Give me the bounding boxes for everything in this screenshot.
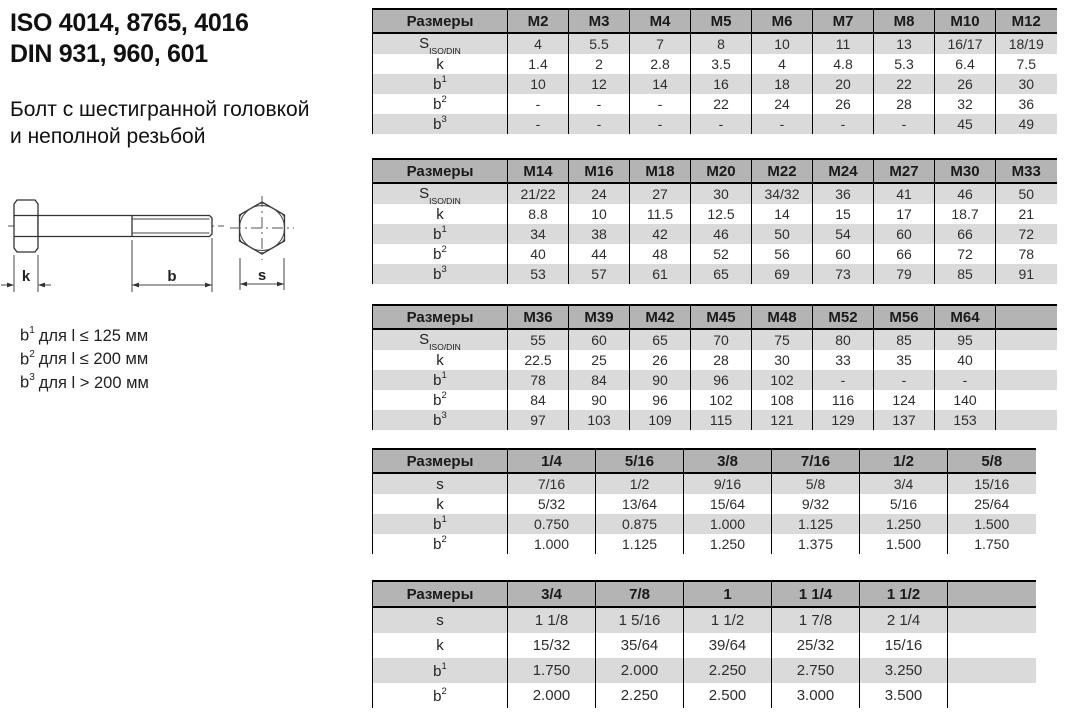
table-cell: 1.375	[772, 534, 860, 554]
column-header-m56: M56	[874, 305, 935, 329]
empty-column-header	[948, 581, 1036, 607]
table-cell: 153	[935, 410, 996, 430]
table-cell: 79	[874, 264, 935, 284]
table-cell: 44	[569, 244, 630, 264]
column-header-m48: M48	[752, 305, 813, 329]
table-cell: 2.8	[630, 54, 691, 74]
table-cell: 2.250	[684, 658, 772, 683]
table-cell: 10	[569, 204, 630, 224]
size-table-4	[372, 448, 1036, 554]
table-cell: 18.7	[935, 204, 996, 224]
empty-cell	[996, 370, 1057, 390]
table-cell: 0.875	[596, 514, 684, 534]
table-cell: 65	[630, 329, 691, 350]
table-cell: 115	[691, 410, 752, 430]
table-row	[373, 183, 1057, 204]
table-cell: 6.4	[935, 54, 996, 74]
table-cell: 73	[813, 264, 874, 284]
table-cell: 75	[752, 329, 813, 350]
row-label-b1: $b^1$	[373, 514, 508, 534]
row-label-s: $S_{ISO/DIN}$	[373, 329, 508, 350]
dimension-s	[240, 258, 284, 290]
table-row	[373, 114, 1057, 134]
table-cell: 1.000	[508, 534, 596, 554]
table-row	[373, 264, 1057, 284]
column-header-m14: M14	[508, 159, 569, 183]
table-cell: 78	[508, 370, 569, 390]
table-row	[373, 370, 1057, 390]
column-header-5-8: 5/8	[948, 449, 1036, 473]
empty-cell	[996, 390, 1057, 410]
table-cell: 7.5	[996, 54, 1057, 74]
table-cell: 35	[874, 350, 935, 370]
table-cell: 46	[691, 224, 752, 244]
table-cell: 9/16	[684, 473, 772, 494]
table-cell: -	[813, 370, 874, 390]
column-header-m27: M27	[874, 159, 935, 183]
table-cell: 25	[569, 350, 630, 370]
table-row	[373, 390, 1057, 410]
empty-cell	[948, 633, 1036, 658]
table-cell: -	[630, 94, 691, 114]
table-cell: 16/17	[935, 33, 996, 54]
table-row	[373, 410, 1057, 430]
table-row	[373, 204, 1057, 224]
table-cell: 102	[752, 370, 813, 390]
part-description	[10, 96, 309, 150]
table-row	[373, 473, 1036, 494]
table-cell: 26	[935, 74, 996, 94]
column-header-m6: M6	[752, 9, 813, 33]
table-cell: 5/8	[772, 473, 860, 494]
table-row	[373, 633, 1036, 658]
table-cell: 15	[813, 204, 874, 224]
table-row	[373, 658, 1036, 683]
table-cell: 49	[996, 114, 1057, 134]
table-row	[373, 74, 1057, 94]
bolt-hex-view	[230, 196, 294, 260]
table-cell: 42	[630, 224, 691, 244]
table-corner-header: Размеры	[373, 449, 508, 473]
column-header-m2: M2	[508, 9, 569, 33]
column-header-m42: M42	[630, 305, 691, 329]
table-cell: 1 5/16	[596, 607, 684, 633]
table-cell: 3/4	[860, 473, 948, 494]
row-label-b1: $b^1$	[373, 74, 508, 94]
standard-title	[10, 8, 249, 70]
table-cell: -	[508, 94, 569, 114]
table-cell: 1.125	[772, 514, 860, 534]
table-cell: 84	[569, 370, 630, 390]
empty-column-header	[996, 305, 1057, 329]
row-label-b2: $b^2$	[373, 534, 508, 554]
table-cell: 1 1/2	[684, 607, 772, 633]
column-header-3-8: 3/8	[684, 449, 772, 473]
row-label-k: k	[373, 633, 508, 658]
table-cell: 34	[508, 224, 569, 244]
table-cell: 36	[996, 94, 1057, 114]
bolt-head-side	[14, 200, 38, 252]
table-cell: 1.750	[508, 658, 596, 683]
note-b2: $b^2$ для l ≤ 200 мм	[20, 348, 149, 368]
row-label-b1: $b^1$	[373, 370, 508, 390]
column-header-m16: M16	[569, 159, 630, 183]
table-cell: -	[630, 114, 691, 134]
table-cell: -	[874, 370, 935, 390]
table-cell: 1.000	[684, 514, 772, 534]
table-cell: 54	[813, 224, 874, 244]
table-cell: 24	[569, 183, 630, 204]
table-cell: 91	[996, 264, 1057, 284]
table-cell: 109	[630, 410, 691, 430]
note-b3: $b^3$ для l > 200 мм	[20, 372, 149, 392]
row-label-k: k	[373, 204, 508, 224]
table-cell: 30	[691, 183, 752, 204]
table-cell: 28	[874, 94, 935, 114]
table-row	[373, 224, 1057, 244]
table-cell: 95	[935, 329, 996, 350]
table-cell: 2	[569, 54, 630, 74]
table-cell: 21/22	[508, 183, 569, 204]
column-header-1: 1	[684, 581, 772, 607]
row-label-b3: $b^3$	[373, 410, 508, 430]
table-cell: 20	[813, 74, 874, 94]
column-header-m3: M3	[569, 9, 630, 33]
empty-cell	[996, 329, 1057, 350]
column-header-m20: M20	[691, 159, 752, 183]
table-cell: 22.5	[508, 350, 569, 370]
table-cell: 27	[630, 183, 691, 204]
table-cell: 140	[935, 390, 996, 410]
dim-label-s: s	[257, 267, 267, 284]
table-cell: 78	[996, 244, 1057, 264]
table-cell: 5.5	[569, 33, 630, 54]
table-cell: 60	[569, 329, 630, 350]
row-label-k: k	[373, 350, 508, 370]
table-cell: 8.8	[508, 204, 569, 224]
column-header-m64: M64	[935, 305, 996, 329]
table-cell: 11.5	[630, 204, 691, 224]
row-label-k: k	[373, 54, 508, 74]
empty-cell	[996, 350, 1057, 370]
table-row	[373, 607, 1036, 633]
table-cell: 1.750	[948, 534, 1036, 554]
table-cell: 2 1/4	[860, 607, 948, 633]
row-label-b3: $b^3$	[373, 264, 508, 284]
table-cell: 41	[874, 183, 935, 204]
column-header-m36: M36	[508, 305, 569, 329]
table-cell: 3.000	[772, 683, 860, 708]
table-cell: 12.5	[691, 204, 752, 224]
table-cell: 10	[508, 74, 569, 94]
row-label-b2: $b^2$	[373, 244, 508, 264]
table-cell: 60	[813, 244, 874, 264]
table-cell: 3.5	[691, 54, 752, 74]
table-corner-header: Размеры	[373, 9, 508, 33]
table-cell: 13	[874, 33, 935, 54]
table-row	[373, 244, 1057, 264]
table-cell: 72	[996, 224, 1057, 244]
table-cell: 30	[996, 74, 1057, 94]
table-cell: 22	[691, 94, 752, 114]
empty-cell	[948, 658, 1036, 683]
table-cell: 40	[508, 244, 569, 264]
table-cell: 85	[935, 264, 996, 284]
row-label-b3: $b^3$	[373, 114, 508, 134]
table-cell: 96	[630, 390, 691, 410]
table-cell: 5.3	[874, 54, 935, 74]
column-header-7-16: 7/16	[772, 449, 860, 473]
empty-cell	[948, 607, 1036, 633]
standard-title-din: DIN 931, 960, 601	[10, 40, 208, 68]
column-header-m52: M52	[813, 305, 874, 329]
table-row	[373, 54, 1057, 74]
column-header-m4: M4	[630, 9, 691, 33]
table-cell: 12	[569, 74, 630, 94]
table-cell: 11	[813, 33, 874, 54]
table-cell: 8	[691, 33, 752, 54]
table-row	[373, 329, 1057, 350]
row-label-b2: $b^2$	[373, 390, 508, 410]
table-cell: 24	[752, 94, 813, 114]
table-cell: 70	[691, 329, 752, 350]
table-cell: 36	[813, 183, 874, 204]
table-cell: 5/32	[508, 494, 596, 514]
table-cell: 53	[508, 264, 569, 284]
table-cell: 97	[508, 410, 569, 430]
table-cell: 61	[630, 264, 691, 284]
table-cell: 66	[935, 224, 996, 244]
table-cell: 102	[691, 390, 752, 410]
table-cell: 103	[569, 410, 630, 430]
table-cell: 1.500	[948, 514, 1036, 534]
table-cell: 17	[874, 204, 935, 224]
table-cell: 34/32	[752, 183, 813, 204]
table-cell: 15/16	[860, 633, 948, 658]
table-cell: 46	[935, 183, 996, 204]
part-description-line2: и неполной резьбой	[10, 125, 206, 148]
table-cell: 15/32	[508, 633, 596, 658]
table-cell: 2.500	[684, 683, 772, 708]
part-description-line1: Болт с шестигранной головкой	[10, 98, 310, 121]
row-label-s: $S_{ISO/DIN}$	[373, 33, 508, 54]
column-header-m30: M30	[935, 159, 996, 183]
table-cell: 60	[874, 224, 935, 244]
dim-label-b: b	[167, 268, 177, 285]
table-cell: 4	[508, 33, 569, 54]
size-table-3	[372, 304, 1057, 430]
table-row	[373, 33, 1057, 54]
table-cell: 4	[752, 54, 813, 74]
table-row	[373, 534, 1036, 554]
table-cell: 9/32	[772, 494, 860, 514]
table-cell: 30	[752, 350, 813, 370]
table-cell: 33	[813, 350, 874, 370]
table-cell: 7/16	[508, 473, 596, 494]
column-header-m5: M5	[691, 9, 752, 33]
bolt-drawing	[0, 185, 310, 315]
table-row	[373, 350, 1057, 370]
column-header-m10: M10	[935, 9, 996, 33]
table-cell: 4.8	[813, 54, 874, 74]
table-cell: -	[691, 114, 752, 134]
table-cell: 7	[630, 33, 691, 54]
row-label-s: s	[373, 473, 508, 494]
table-cell: -	[508, 114, 569, 134]
table-cell: 55	[508, 329, 569, 350]
dim-label-k: k	[21, 268, 31, 285]
table-cell: 56	[752, 244, 813, 264]
table-cell: 85	[874, 329, 935, 350]
column-header-7-8: 7/8	[596, 581, 684, 607]
table-cell: 21	[996, 204, 1057, 224]
table-row	[373, 94, 1057, 114]
table-cell: 1.4	[508, 54, 569, 74]
table-cell: 121	[752, 410, 813, 430]
table-cell: 129	[813, 410, 874, 430]
table-cell: 69	[752, 264, 813, 284]
table-row	[373, 514, 1036, 534]
column-header-m39: M39	[569, 305, 630, 329]
table-cell: 57	[569, 264, 630, 284]
column-header-1-1-2: 1 1/2	[860, 581, 948, 607]
size-table-1	[372, 8, 1057, 134]
table-cell: 25/64	[948, 494, 1036, 514]
table-cell: 13/64	[596, 494, 684, 514]
table-cell: 38	[569, 224, 630, 244]
table-cell: 1/2	[596, 473, 684, 494]
table-cell: 18	[752, 74, 813, 94]
note-b1: $b^1$ для l ≤ 125 мм	[20, 325, 149, 345]
table-cell: 72	[935, 244, 996, 264]
bolt-side-view	[8, 200, 224, 252]
column-header-m8: M8	[874, 9, 935, 33]
row-label-b1: $b^1$	[373, 224, 508, 244]
column-header-m45: M45	[691, 305, 752, 329]
table-cell: 1.250	[684, 534, 772, 554]
table-cell: 66	[874, 244, 935, 264]
table-cell: -	[752, 114, 813, 134]
table-cell: 116	[813, 390, 874, 410]
table-cell: 26	[630, 350, 691, 370]
row-label-b2: $b^2$	[373, 683, 508, 708]
table-cell: 1.500	[860, 534, 948, 554]
table-cell: 35/64	[596, 633, 684, 658]
table-cell: -	[569, 94, 630, 114]
table-cell: 0.750	[508, 514, 596, 534]
table-cell: 5/16	[860, 494, 948, 514]
table-cell: 2.000	[596, 658, 684, 683]
table-cell: 45	[935, 114, 996, 134]
row-label-b1: $b^1$	[373, 658, 508, 683]
dimension-k	[1, 255, 51, 292]
table-corner-header: Размеры	[373, 305, 508, 329]
column-header-m18: M18	[630, 159, 691, 183]
table-cell: 28	[691, 350, 752, 370]
table-cell: 40	[935, 350, 996, 370]
row-label-b2: $b^2$	[373, 94, 508, 114]
table-cell: -	[874, 114, 935, 134]
column-header-1-2: 1/2	[860, 449, 948, 473]
table-cell: 26	[813, 94, 874, 114]
column-header-3-4: 3/4	[508, 581, 596, 607]
table-cell: 84	[508, 390, 569, 410]
table-cell: 25/32	[772, 633, 860, 658]
table-cell: 65	[691, 264, 752, 284]
standard-title-iso: ISO 4014, 8765, 4016	[10, 9, 249, 37]
column-header-m7: M7	[813, 9, 874, 33]
table-cell: 48	[630, 244, 691, 264]
table-cell: -	[935, 370, 996, 390]
column-header-5-16: 5/16	[596, 449, 684, 473]
table-cell: 15/64	[684, 494, 772, 514]
table-cell: 2.250	[596, 683, 684, 708]
table-row	[373, 683, 1036, 708]
table-corner-header: Размеры	[373, 159, 508, 183]
table-cell: 108	[752, 390, 813, 410]
table-row	[373, 494, 1036, 514]
empty-cell	[996, 410, 1057, 430]
empty-cell	[948, 683, 1036, 708]
table-cell: 14	[630, 74, 691, 94]
size-table-2	[372, 158, 1057, 284]
table-cell: 96	[691, 370, 752, 390]
table-cell: 137	[874, 410, 935, 430]
table-cell: -	[813, 114, 874, 134]
table-cell: 3.500	[860, 683, 948, 708]
dimension-b	[132, 238, 212, 292]
table-cell: -	[569, 114, 630, 134]
column-header-m33: M33	[996, 159, 1057, 183]
row-label-k: k	[373, 494, 508, 514]
table-cell: 124	[874, 390, 935, 410]
table-cell: 1.125	[596, 534, 684, 554]
table-cell: 90	[630, 370, 691, 390]
table-cell: 50	[752, 224, 813, 244]
table-cell: 80	[813, 329, 874, 350]
table-cell: 90	[569, 390, 630, 410]
table-cell: 10	[752, 33, 813, 54]
table-cell: 1 1/8	[508, 607, 596, 633]
table-cell: 2.000	[508, 683, 596, 708]
thread-length-notes	[20, 322, 149, 393]
table-cell: 39/64	[684, 633, 772, 658]
table-cell: 32	[935, 94, 996, 114]
table-cell: 2.750	[772, 658, 860, 683]
table-corner-header: Размеры	[373, 581, 508, 607]
column-header-1-1-4: 1 1/4	[772, 581, 860, 607]
column-header-m22: M22	[752, 159, 813, 183]
table-cell: 16	[691, 74, 752, 94]
column-header-m24: M24	[813, 159, 874, 183]
table-cell: 14	[752, 204, 813, 224]
table-cell: 1 7/8	[772, 607, 860, 633]
table-cell: 3.250	[860, 658, 948, 683]
row-label-s: s	[373, 607, 508, 633]
column-header-1-4: 1/4	[508, 449, 596, 473]
size-table-5	[372, 580, 1036, 708]
column-header-m12: M12	[996, 9, 1057, 33]
table-cell: 15/16	[948, 473, 1036, 494]
table-cell: 52	[691, 244, 752, 264]
table-cell: 22	[874, 74, 935, 94]
row-label-s: $S_{ISO/DIN}$	[373, 183, 508, 204]
table-cell: 50	[996, 183, 1057, 204]
table-cell: 1.250	[860, 514, 948, 534]
table-cell: 18/19	[996, 33, 1057, 54]
